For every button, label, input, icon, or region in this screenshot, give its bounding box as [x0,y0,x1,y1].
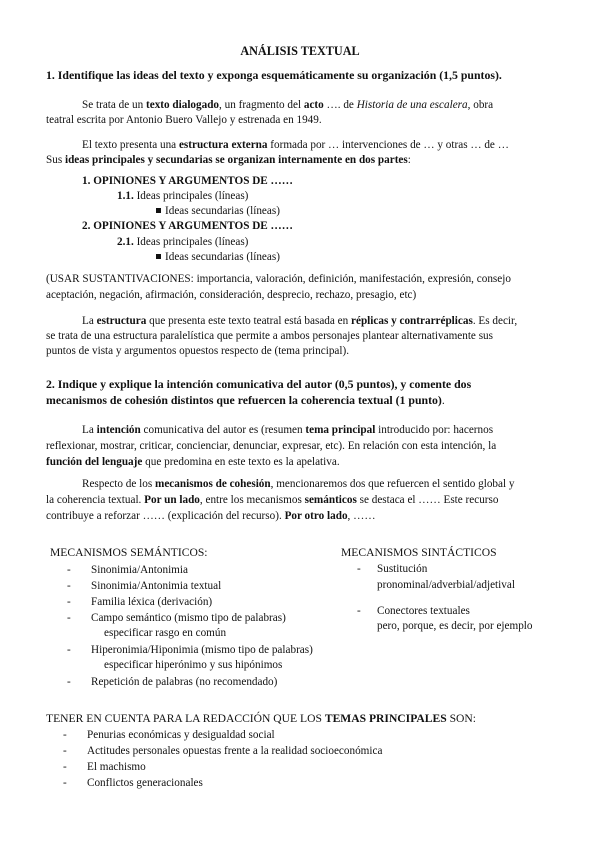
semantic-mechanisms-title: MECANISMOS SEMÁNTICOS: [50,546,208,559]
sustantivaciones-note-line-2: aceptación, negación, afirmación, consideración, desprecio, rechazo, presagio, etc) [46,289,417,301]
q1-paragraph-3-line-1: La estructura que presenta este texto teatral está basada en réplicas y contrarréplicas. Es decir, [82,315,518,327]
square-bullet-icon [156,208,161,213]
theme-item: - Actitudes personales opuestas frente a la realidad socioeconómica [63,745,383,757]
q2-paragraph-2-line-3: contribuye a reforzar …… (explicación del recurso). Por otro lado, …… [46,510,376,522]
semantic-item: - Hiperonimia/Hiponimia (mismo tipo de palabras) [67,644,313,656]
syntactic-item-detail: pronominal/adverbial/adjetival [377,579,515,591]
semantic-item-detail: especificar hiperónimo y sus hipónimos [104,659,283,671]
semantic-item: - Campo semántico (mismo tipo de palabras) [67,612,286,624]
q1-paragraph-2-line-1: El texto presenta una estructura externa formada por … intervenciones de … y otras … de … [82,139,509,151]
outline-section-1: 1. OPINIONES Y ARGUMENTOS DE …… [82,175,293,187]
semantic-item: - Repetición de palabras (no recomendado) [67,676,278,688]
square-bullet-icon [156,254,161,259]
question-1-heading: 1. Identifique las ideas del texto y exponga esquemáticamente su organización (1,5 puntos). [46,68,502,82]
q1-paragraph-1-line-1: Se trata de un texto dialogado, un fragmento del acto …. de Historia de una escalera, obra [82,99,494,111]
theme-item: - Conflictos generacionales [63,777,203,789]
syntactic-item: - Conectores textuales [357,605,470,617]
q1-paragraph-3-line-2: se trata de una estructura paralelística que permite a ambos personajes plantear alternativamente sus [46,330,493,342]
main-themes-intro: TENER EN CUENTA PARA LA REDACCIÓN QUE LOS TEMAS PRINCIPALES SON: [46,712,477,725]
outline-section-1-sub: 1.1. Ideas principales (líneas) [117,190,249,202]
syntactic-item-detail: pero, porque, es decir, por ejemplo [377,620,533,632]
question-2-heading-line-2: mecanismos de cohesión distintos que refuercen la coherencia textual (1 punto). [46,393,445,407]
theme-item: - El machismo [63,761,146,773]
outline-section-2-sub: 2.1. Ideas principales (líneas) [117,236,249,248]
q2-paragraph-1-line-2: reflexionar, mostrar, criticar, concienciar, denunciar, expresar, etc). En relación con esta intención, la [46,440,497,452]
syntactic-item: - Sustitución [357,563,428,575]
q2-paragraph-1-line-1: La intención comunicativa del autor es (resumen tema principal introducido por: hacernos [82,424,494,436]
page-title: ANÁLISIS TEXTUAL [240,44,360,58]
theme-item: - Penurias económicas y desigualdad social [63,729,275,741]
q2-paragraph-2-line-2: la coherencia textual. Por un lado, entre los mecanismos semánticos se destaca el …… Este recurso [46,494,499,506]
syntactic-mechanisms-title: MECANISMOS SINTÁCTICOS [341,546,497,559]
outline-section-2: 2. OPINIONES Y ARGUMENTOS DE …… [82,220,293,232]
semantic-item: - Familia léxica (derivación) [67,596,213,608]
outline-section-1-subsub: Ideas secundarias (líneas) [156,204,280,218]
sustantivaciones-note-line-1: (USAR SUSTANTIVACIONES: importancia, valoración, definición, manifestación, expresión, consejo [46,273,511,285]
q1-paragraph-1-line-2: teatral escrita por Antonio Buero Vallejo y estrenada en 1949. [46,114,322,126]
q2-paragraph-2-line-1: Respecto de los mecanismos de cohesión, mencionaremos dos que refuercen el sentido global y [82,478,515,490]
semantic-item: - Sinonimia/Antonimia [67,564,188,576]
q2-paragraph-1-line-3: función del lenguaje que predomina en este texto es la apelativa. [46,456,340,468]
semantic-item: - Sinonimia/Antonimia textual [67,580,222,592]
semantic-item-detail: especificar rasgo en común [104,627,227,639]
q1-paragraph-2-line-2: Sus ideas principales y secundarias se organizan internamente en dos partes: [46,154,411,166]
question-2-heading-line-1: 2. Indique y explique la intención comunicativa del autor (0,5 puntos), y comente dos [46,377,472,391]
q1-paragraph-3-line-3: puntos de vista y argumentos opuestos respecto de (tema principal). [46,345,350,357]
outline-section-2-subsub: Ideas secundarias (líneas) [156,250,280,264]
